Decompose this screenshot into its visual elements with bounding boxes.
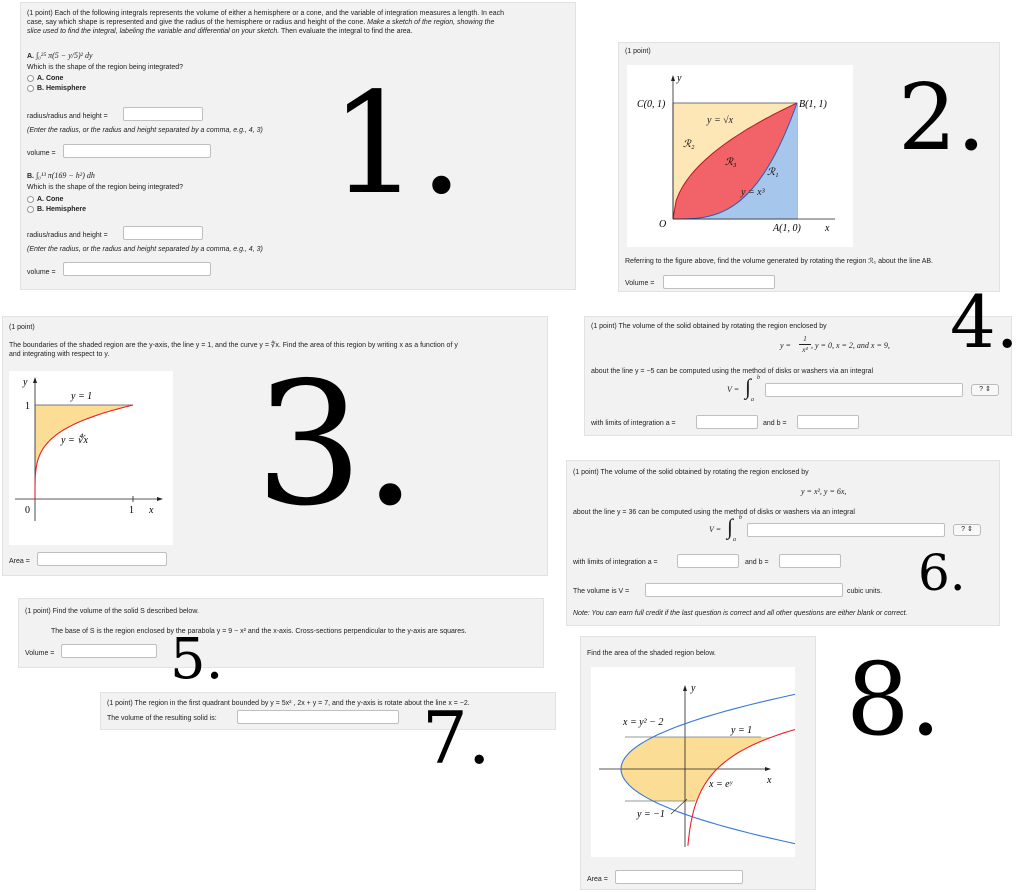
label-4: 4. [950, 280, 1019, 364]
p4-a-input[interactable] [696, 415, 758, 429]
p2-volume-label: Volume = [625, 280, 655, 287]
p1-part-b-label: B. [27, 173, 34, 180]
p3-question-2: and integrating with respect to y. [9, 351, 110, 358]
p4-eq1-frac-bar [799, 344, 811, 345]
p1-b-radius-input[interactable] [123, 226, 203, 240]
p6-volume-input[interactable] [645, 583, 843, 597]
p3-y-one: 1 [25, 401, 30, 412]
p4-intro: (1 point) The volume of the solid obtained by rotating the region enclosed by [591, 323, 827, 330]
p1-intro-3-italic: slice used to find the integral, labeling the variable and differential on your sketch. [27, 28, 280, 35]
p4-integrand-input[interactable] [765, 383, 963, 397]
p8-intro: Find the area of the shaded region below. [587, 650, 716, 657]
p3-figure-svg [9, 371, 173, 545]
p8-x-label: x [767, 775, 772, 786]
p6-eqs: y = x², y = 6x, [801, 487, 847, 496]
p2-volume-input[interactable] [663, 275, 775, 289]
p8-line-bot-label: y = −1 [637, 809, 665, 820]
p4-limits-label: with limits of integration a = [591, 420, 676, 427]
p1-intro-3-text: Then evaluate the integral to find the area. [280, 28, 413, 35]
p1-part-a-integral: ∫₀²⁵ π(5 − y/5)² dy [35, 51, 93, 60]
p8-area-label: Area = [587, 876, 608, 883]
p8-parabola-label: x = y² − 2 [623, 717, 664, 728]
p4-int-upper: b [757, 375, 760, 381]
p1-a-volume-input[interactable] [63, 144, 211, 158]
p1-intro: (1 point) Each of the following integrals represents the volume of either a hemisphere or a cone, and the variable of integration measures a length. In each [27, 10, 505, 17]
p2-o-label: O [659, 219, 667, 230]
p6-b-input[interactable] [779, 554, 841, 568]
p6-a-input[interactable] [677, 554, 739, 568]
p7-intro: (1 point) The region in the first quadrant bounded by y = 5x² , 2x + y = 7, and the y-axis is rotate about the line x = −2. [107, 700, 470, 707]
p5-volume-input[interactable] [61, 644, 157, 658]
p4-and-b: and b = [763, 420, 787, 427]
label-2: 2. [898, 64, 986, 171]
p2-r1-label: ℛ₁ [767, 167, 779, 178]
p1-intro-2 [27, 18, 494, 27]
p1-intro-2-italic: Make a sketch of the region, showing the [367, 19, 495, 26]
p3-question: The boundaries of the shaded region are the y-axis, the line y = 1, and the curve y = ∜x. Find the area of this region by writing x as a function of y [9, 342, 458, 349]
p6-differential-select[interactable]: ? ⇕ [953, 524, 981, 536]
p6-intro: (1 point) The volume of the solid obtained by rotating the region enclosed by [573, 469, 809, 476]
p4-differential-select[interactable]: ? ⇕ [971, 384, 999, 396]
p8-exp-label: x = eʸ [709, 779, 733, 790]
p1-b-radio-cone[interactable] [27, 196, 34, 203]
p6-v-eq: V = [709, 525, 722, 534]
label-6: 6. [918, 544, 966, 602]
p2-sqrt-label: y = √x [707, 115, 734, 126]
p8-y-label: y [691, 683, 696, 694]
p5-base: The base of S is the region enclosed by the parabola y = 9 − x² and the x-axis. Cross-sections perpendicular to the y-axis are squares. [51, 628, 467, 635]
p2-b-label: B(1, 1) [799, 99, 827, 110]
p1-intro-3 [27, 27, 413, 36]
p2-a-label: A(1, 0) [773, 223, 801, 234]
problem-1-panel [20, 2, 576, 290]
p1-a-radius-input[interactable] [123, 107, 203, 121]
p1-a-question: Which is the shape of the region being integrated? [27, 64, 184, 71]
p1-a-radio-hemisphere[interactable] [27, 85, 34, 92]
p2-header: (1 point) [625, 48, 651, 55]
p8-y-arrow [683, 685, 687, 691]
p6-int-lower: a [733, 537, 736, 543]
p4-eq1-lhs: y = [780, 341, 791, 350]
p1-b-volume-input[interactable] [63, 262, 211, 276]
p8-x-arrow [765, 767, 771, 771]
p4-eq1-den: x⁴ [802, 346, 808, 354]
p2-figure-svg [627, 65, 853, 247]
p1-a-radio-cone[interactable] [27, 75, 34, 82]
p1-a-opt-cone: A. Cone [37, 75, 64, 82]
p3-figure [9, 371, 173, 545]
p1-part-a-label: A. [27, 53, 34, 60]
p1-b-hint: (Enter the radius, or the radius and height separated by a comma, e.g., 4, 3) [27, 246, 263, 253]
p3-x-label: x [149, 505, 154, 516]
p6-limits-label: with limits of integration a = [573, 559, 658, 566]
p5-intro: (1 point) Find the volume of the solid S described below. [25, 608, 199, 615]
label-7: 7. [422, 696, 491, 780]
p2-x-label: x [825, 223, 830, 234]
p6-int-upper: b [739, 515, 742, 521]
p4-int-lower: a [751, 397, 754, 403]
p3-shaded-region [35, 405, 133, 499]
p7-volume-label: The volume of the resulting solid is: [107, 715, 217, 722]
p2-y-label: y [677, 73, 682, 84]
p2-r3-label: ℛ₃ [725, 157, 737, 168]
p8-figure-svg [591, 667, 795, 857]
p6-int-symbol: ∫ [727, 514, 734, 539]
label-1: 1. [330, 63, 464, 226]
p1-a-radius-label: radius/radius and height = [27, 113, 108, 120]
p2-figure [627, 65, 853, 247]
p7-volume-input[interactable] [237, 710, 399, 724]
p3-area-input[interactable] [37, 552, 167, 566]
p3-x-arrow [157, 497, 163, 501]
p4-about: about the line y = −5 can be computed using the method of disks or washers via an integral [591, 368, 874, 375]
p1-b-opt-cone: A. Cone [37, 196, 64, 203]
p2-cube-label: y = x³ [741, 187, 765, 198]
p3-area-label: Area = [9, 558, 30, 565]
p3-y-arrow [33, 377, 37, 383]
p3-line-label: y = 1 [71, 391, 93, 402]
p6-note: Note: You can earn full credit if the last question is correct and all other questions are either blank or correct. [573, 610, 908, 617]
p3-y-label: y [23, 377, 28, 388]
label-5: 5. [170, 627, 224, 692]
p4-eq1-num: 1 [803, 335, 807, 343]
p2-r2-label: ℛ₂ [683, 139, 695, 150]
p6-units: cubic units. [847, 588, 883, 595]
p4-v-eq: V = [727, 385, 740, 394]
p1-a-hint: (Enter the radius, or the radius and height separated by a comma, e.g., 4, 3) [27, 127, 263, 134]
p1-intro-2-text: case, say which shape is represented and give the radius of the hemisphere or radius and height of the cone. [27, 19, 366, 26]
p1-part-b [27, 171, 95, 181]
problem-4-panel [584, 316, 1012, 436]
p1-b-opt-hemisphere: B. Hemisphere [37, 206, 87, 213]
p6-integrand-input[interactable] [747, 523, 945, 537]
p3-zero: 0 [25, 505, 30, 516]
p1-a-opt-hemisphere: B. Hemisphere [37, 85, 87, 92]
p1-a-volume-label: volume = [27, 150, 56, 157]
p8-line-top-label: y = 1 [731, 725, 753, 736]
p4-int-symbol: ∫ [745, 374, 752, 399]
p1-part-a [27, 51, 93, 61]
problem-8-panel [580, 636, 816, 890]
p1-b-question: Which is the shape of the region being integrated? [27, 184, 184, 191]
label-3: 3. [255, 346, 418, 544]
p3-x-one: 1 [129, 505, 134, 516]
p8-area-input[interactable] [615, 870, 743, 884]
p3-curve-label: y = ∜x [61, 435, 88, 446]
p1-b-radius-label: radius/radius and height = [27, 232, 108, 239]
problem-5-panel [18, 598, 544, 668]
p6-and-b: and b = [745, 559, 769, 566]
p6-volume-label: The volume is V = [573, 588, 630, 595]
p1-part-b-integral: ∫₀¹³ π(169 − h²) dh [35, 171, 95, 180]
p4-eq-rest: , y = 0, x = 2, and x = 9, [811, 341, 890, 350]
p2-y-arrow [671, 75, 675, 81]
p8-figure [591, 667, 795, 857]
label-8: 8. [846, 641, 942, 758]
p3-header: (1 point) [9, 324, 35, 331]
p6-about: about the line y = 36 can be computed using the method of disks or washers via an integral [573, 509, 855, 516]
p1-b-radio-hemisphere[interactable] [27, 206, 34, 213]
p2-c-label: C(0, 1) [637, 99, 666, 110]
p4-b-input[interactable] [797, 415, 859, 429]
p1-b-volume-label: volume = [27, 269, 56, 276]
p5-volume-label: Volume = [25, 650, 55, 657]
p2-question: Referring to the figure above, find the volume generated by rotating the region ℛ₁ about the line AB. [625, 258, 933, 265]
